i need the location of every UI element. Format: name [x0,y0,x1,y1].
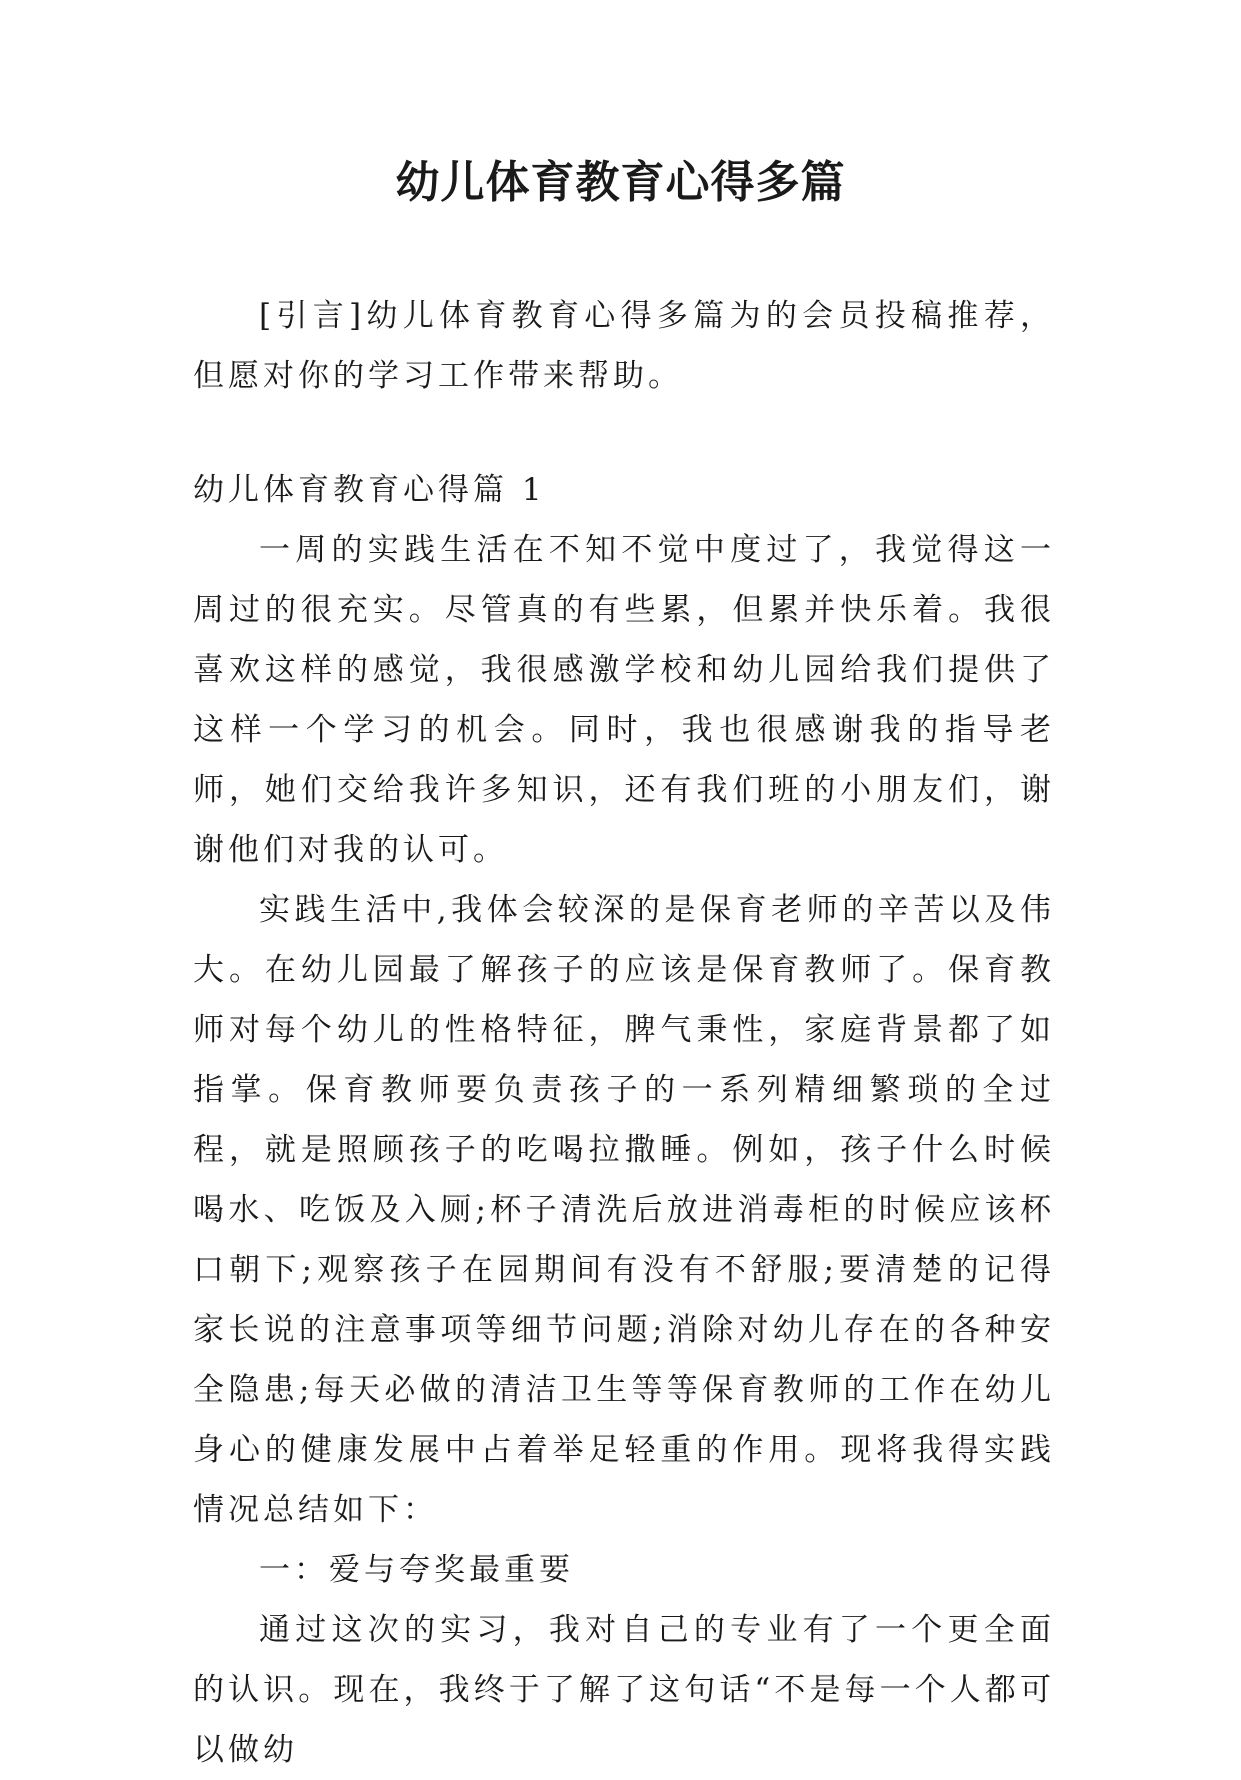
section-heading: 幼儿体育教育心得篇 1 [193,472,546,508]
subheading-paragraph: 一：爱与夸奖最重要 [259,1552,574,1588]
document-title: 幼儿体育教育心得多篇 [395,157,846,208]
document-body [193,286,1055,1780]
body-paragraph: 实践生活中,我体会较深的是保育老师的辛苦以及伟大。在幼儿园最了解孩子的应该是保育教师了。保育教师对每个幼儿的性格特征，脾气秉性，家庭背景都了如指掌。保育教师要负责孩子的一系列精细繁琐的全过程，就是照顾孩子的吃喝拉撒睡。例如，孩子什么时候喝水、吃饭及入厕;杯子清洗后放进消毒柜的时候应该杯口朝下;观察孩子在园期间有没有不舒服;要清楚的记得家长说的注意事项等细节问题;消除对幼儿存在的各种安全隐患;每天必做的清洁卫生等等保育教师的工作在幼儿身心的健康发展中占着举足轻重的作用。现将我得实践情况总结如下： [193,892,1055,1528]
body-paragraph: 一周的实践生活在不知不觉中度过了，我觉得这一周过的很充实。尽管真的有些累，但累并快乐着。我很喜欢这样的感觉，我很感激学校和幼儿园给我们提供了这样一个学习的机会。同时，我也很感谢我的指导老师，她们交给我许多知识，还有我们班的小朋友们，谢谢他们对我的认可。 [193,532,1055,868]
body-paragraph: 通过这次的实习，我对自己的专业有了一个更全面的认识。现在，我终于了解了这句话“不是每一个人都可以做幼 [193,1612,1055,1768]
intro-paragraph: [引言]幼儿体育教育心得多篇为的会员投稿推荐，但愿对你的学习工作带来帮助。 [193,298,1055,394]
